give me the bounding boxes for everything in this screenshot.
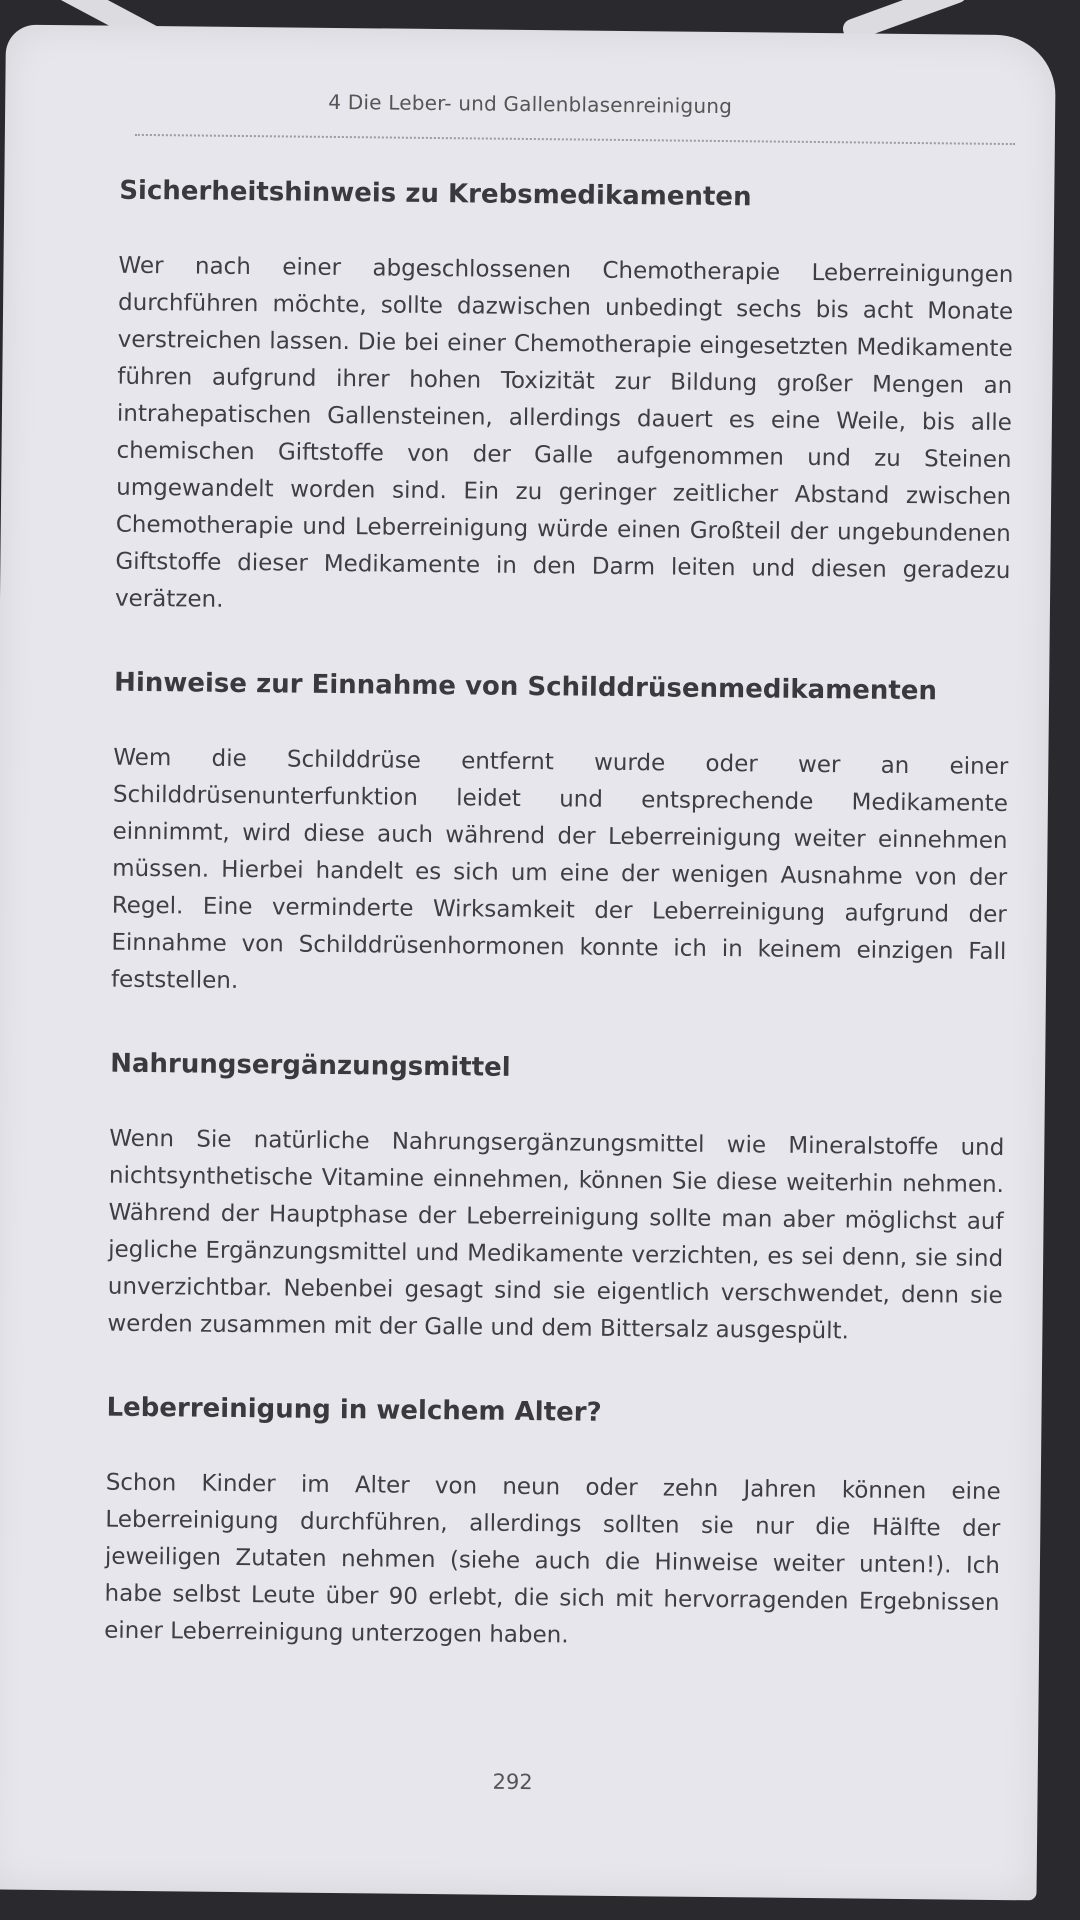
section-supplements [107, 1047, 1005, 1352]
section-heading: Nahrungsergänzungsmittel [109, 1048, 511, 1083]
book-page [0, 25, 1056, 1901]
section-thyroid [111, 666, 1009, 1008]
section-heading: Leberreinigung in welchem Alter? [106, 1392, 602, 1428]
section-paragraph: Wem die Schilddrüse entfernt wurde oder wer an einer Schilddrüsenunterfunktion leidet und entsprechende Medikamente einnimmt, wird diese auch während der Leberreinigung weiter einnehmen müssen. Hierbei handelt es sich um eine der wenigen Ausnahme von der Regel. Eine verminderte Wirksamkeit der Leberreinigung aufgrund der Einnahme von Schilddrüsenhormonen konnte ich in keinem einzigen Fall feststellen. [110, 744, 1009, 994]
page-number: 292 [492, 1769, 533, 1795]
section-heading: Hinweise zur Einnahme von Schilddrüsenmedikamenten [113, 667, 938, 707]
section-paragraph: Wer nach einer abgeschlossenen Chemotherapie Leberreinigungen durchführen möchte, sollte dazwischen unbedingt sechs bis acht Monate verstreichen lassen. Die bei einer Chemotherapie eingesetzten Medikamente führen aufgrund ihrer hohen Toxizität zur Bildung großer Mengen an intrahepatischen Gallensteinen, allerdings dauert es eine Weile, bis alle chemischen Giftstoffe von der Galle aufgenommen und zu Steinen umgewandelt worden sind. Ein zu geringer zeitlicher Abstand zwischen Chemotherapie und Leberreinigung würde einen Großteil der ungebundenen Giftstoffe dieser Medikamente in den Darm leiten und diesen geradezu verätzen. [114, 252, 1014, 613]
section-age [104, 1391, 1002, 1659]
section-paragraph: Wenn Sie natürliche Nahrungsergänzungsmittel wie Mineralstoffe und nichtsynthetische Vitamine einnehmen, können Sie diese weiterhin nehmen. Während der Hauptphase der Leberreinigung sollte man aber möglichst auf jegliche Ergänzungsmittel und Medikamente verzichten, es sei denn, sie sind unverzichtbar. Nebenbei gesagt sind sie eigentlich verschwendet, denn sie werden zusammen mit der Galle und dem Bittersalz ausgespült. [107, 1125, 1005, 1345]
running-header: 4 Die Leber- und Gallenblasenreinigung [328, 89, 733, 119]
header-divider [135, 134, 1015, 145]
section-paragraph: Schon Kinder im Alter von neun oder zehn Jahren können eine Leberreinigung durchführen, allerdings sollten sie nur die Hälfte der jeweiligen Zutaten nehmen (siehe auch die Hinweise weiter unten!). Ich habe selbst Leute über 90 erlebt, die sich mit hervorragenden Ergebnissen einer Leberreinigung unterzogen haben. [104, 1469, 1001, 1649]
section-heading: Sicherheitshinweis zu Krebsmedikamenten [119, 175, 752, 213]
section-chemotherapy [115, 174, 1015, 627]
page-content [104, 174, 1015, 1707]
